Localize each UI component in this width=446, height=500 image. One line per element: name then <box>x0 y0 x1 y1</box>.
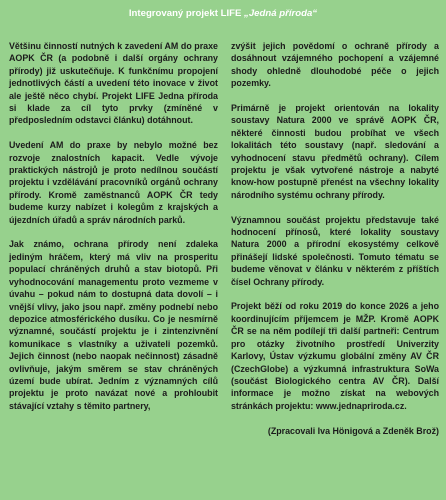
left-column <box>9 40 218 425</box>
right-column <box>231 40 439 449</box>
right-paragraph-1: zvýšit jejich povědomí o ochraně přírody a dosáhnout vzájemného pochopení a vzájemné shody ohledně dlouhodobé péče o jejich pozemky. <box>231 41 439 89</box>
right-paragraph-4: Projekt běží od roku 2019 do konce 2026 a jeho koordinujícím příjemcem je MŽP. Kromě AOPK ČR se na něm podílejí tři další partneři: Centrum pro otázky životního prostředí Univerzity Karlovy, Ústav výzkumu globální změny AV ČR (CzechGlobe) a výzkumná infrastruktura SoWa (součást Biologického centra AV ČR). Další informace je možno získat na webových stránkách projektu: www.jednapriroda.cz. <box>231 301 439 411</box>
right-paragraph-2: Primárně je projekt orientován na lokality soustavy Natura 2000 ve správě AOPK ČR, některé činnosti budou probíhat ve všech lokalitách této soustavy (např. sledování a vyhodnocení stavu předmětů ochrany). Cílem projektu je však vytvořené nástroje a nabyté know-how postupně přenést na všechny lokality národního systému ochrany přírody. <box>231 103 439 200</box>
article-header <box>0 8 446 20</box>
left-paragraph-2: Uvedení AM do praxe by nebylo možné bez rozvoje znalostních kapacit. Vedle vývoje praktických nástrojů je proto nedílnou součástí projektu i vzdělávání pracovníků orgánů ochrany přírody. Kromě zaměstnanců AOPK ČR tedy budeme kurzy nabízet i kolegům z krajských a újezdních úřadů a správ národních parků. <box>9 140 218 225</box>
author-credit: (Zpracovali Iva Hönigová a Zdeněk Brož) <box>267 425 439 436</box>
left-paragraph-3: Jak známo, ochrana přírody není zdaleka jediným hráčem, který má vliv na prosperitu populací chráněných druhů a stav biotopů. Při vyhodnocování managementu proto vezmeme v úvahu – pokud nám to dostupná data dovolí – i vnější vlivy, jako jsou např. změny podnebí nebo depozice atmosférického dusíku. Co je nesmírně významné, součástí projektu je i zintenzivnění komunikace s vlastníky a uživateli pozemků. Jejich činnost (nebo naopak nečinnost) zásadně ovlivňuje, jakým směrem se stav chráněných území bude ubírat. Jedním z významných cílů projektu je proto navázat nové a prohloubit stávající vztahy s těmito partnery, <box>9 239 218 411</box>
left-paragraph-1: Většinu činností nutných k zavedení AM do praxe AOPK ČR (a podobně i další orgány ochrany přírody) již uskutečňuje. K funkčnímu propojení jednotlivých částí a uvedení této inovace v život ale ještě něco chybí. Projekt LIFE Jedna příroda si klade za cíl tyto prvky (zmíněné v předposledním odstavci článku) dotáhnout. <box>9 41 218 126</box>
header-project-title: „Jedná příroda“ <box>244 8 318 19</box>
header-prefix: Integrovaný projekt LIFE <box>128 8 245 19</box>
right-paragraph-3: Významnou součást projektu představuje také hodnocení přínosů, které lokality soustavy Natura 2000 a přírodní ekosystémy celkově přinášejí lidské společnosti. Tomuto tématu se budeme věnovat v článku v některém z příštích čísel Ochrany přírody. <box>231 214 439 287</box>
